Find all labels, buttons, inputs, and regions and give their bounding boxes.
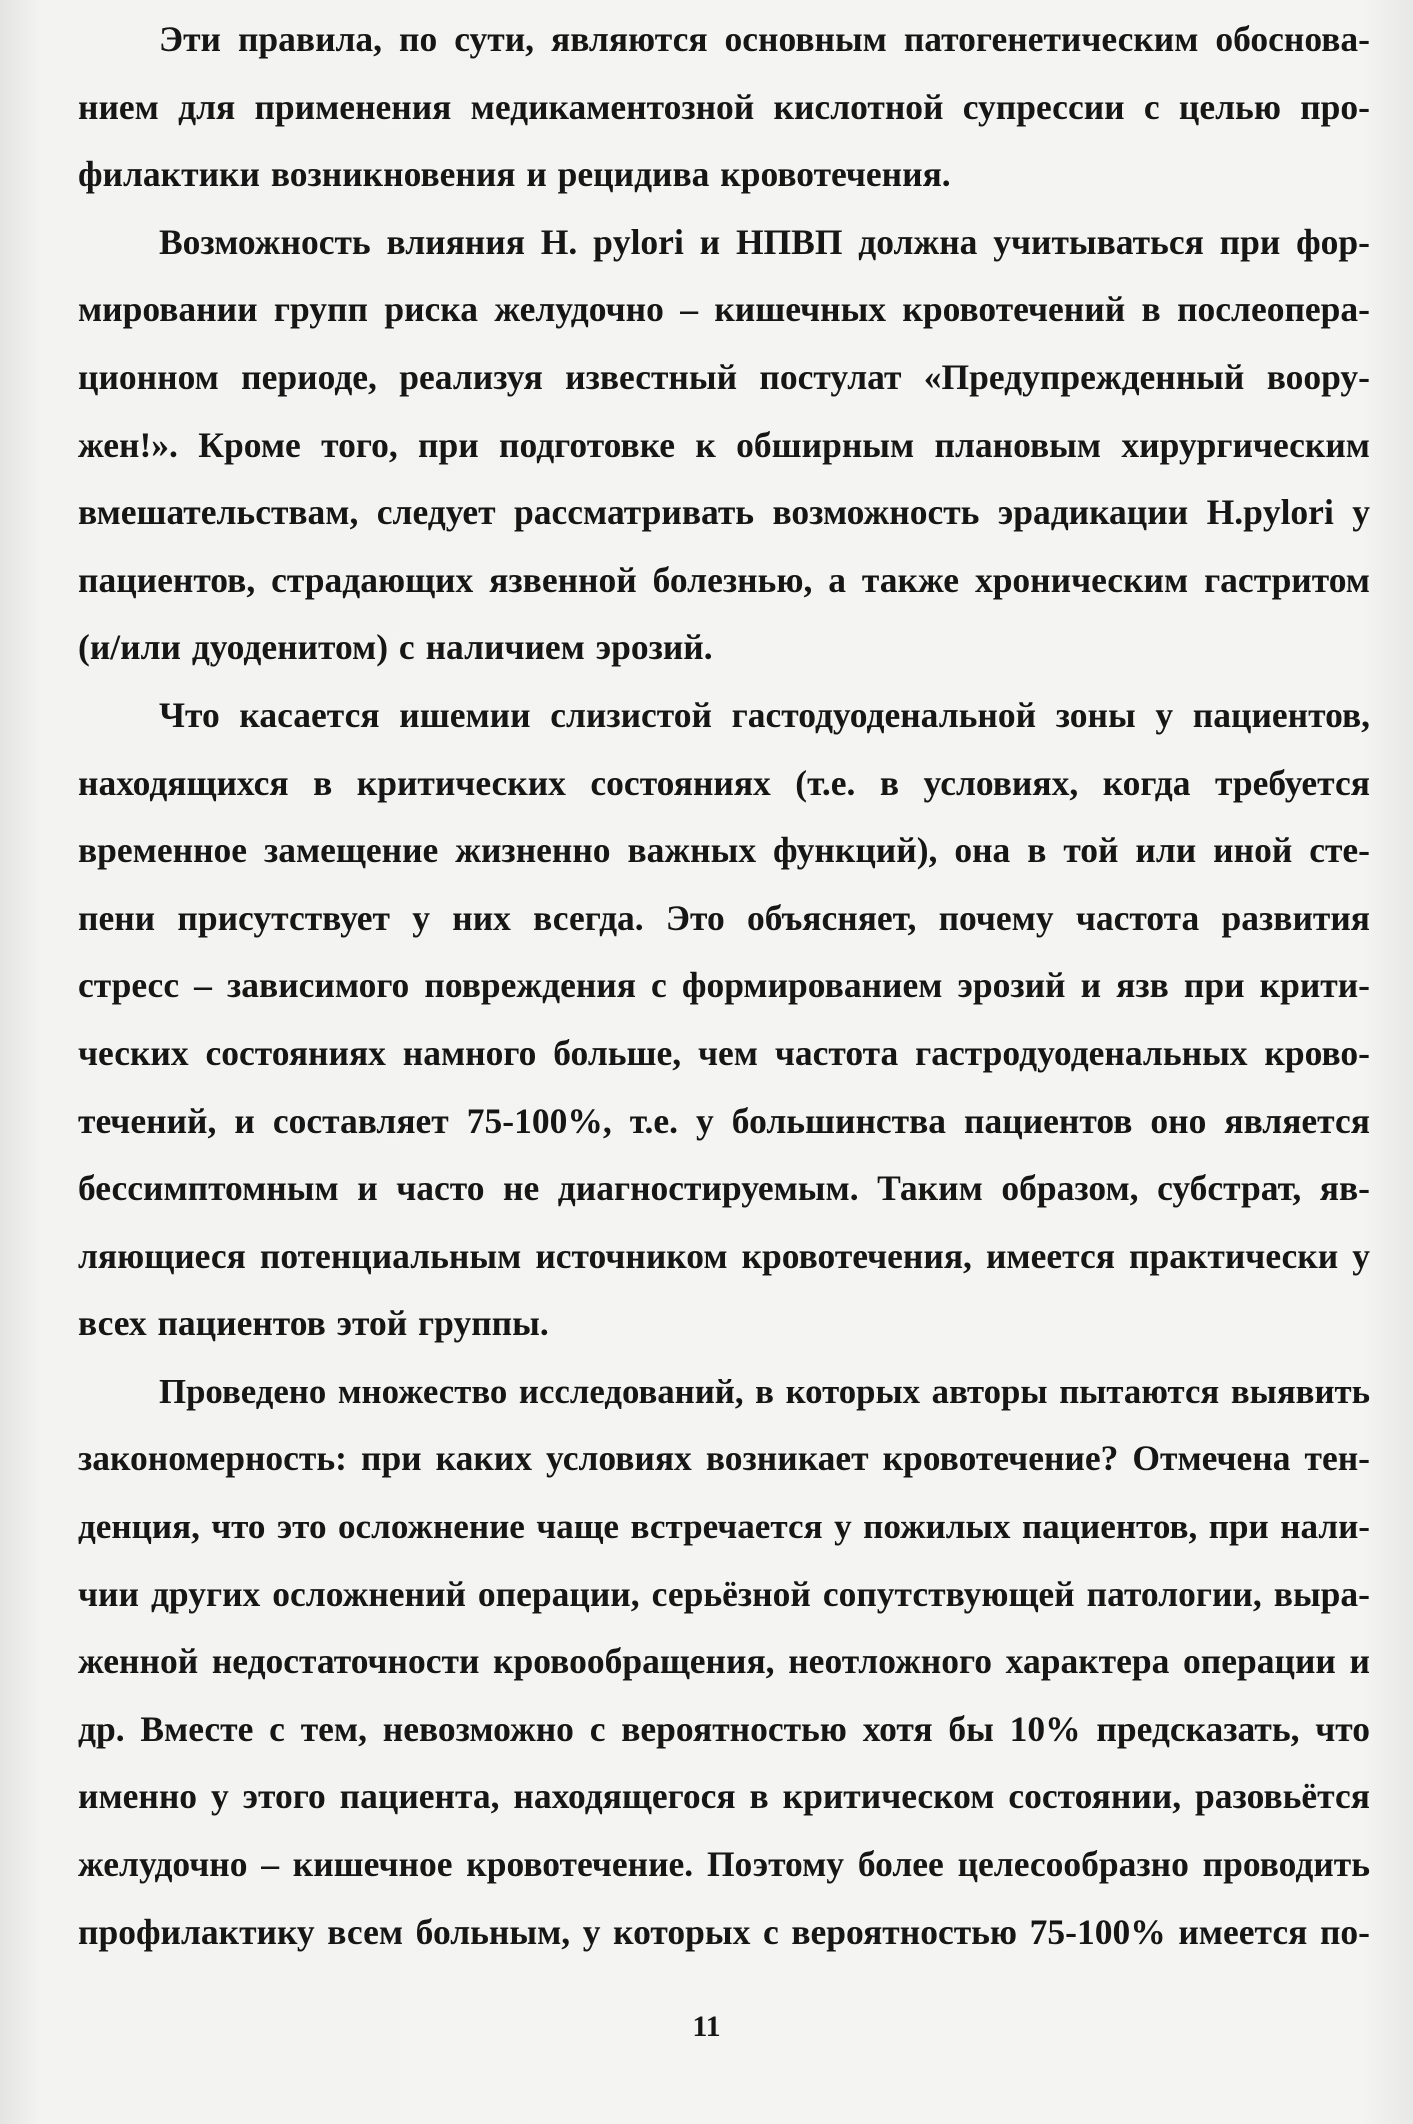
text-line: профилактику всем больным, у которых с вероятностью 75-100% имеется по- <box>78 1911 1370 1952</box>
paragraph-2 <box>78 209 1370 682</box>
page-number: 11 <box>692 2010 721 2043</box>
text-line: ляющиеся потенциальным источником кровотечения, имеется практически у <box>78 1235 1370 1276</box>
text-line: денция, что это осложнение чаще встречается у пожилых пациентов, при нали- <box>78 1507 1370 1547</box>
paragraph-1 <box>78 6 1370 209</box>
text-line: именно у этого пациента, находящегося в критическом состоянии, разовьётся <box>78 1776 1370 1817</box>
text-line: закономерность: при каких условиях возникает кровотечение? Отмечена тен- <box>78 1438 1370 1479</box>
text-line: ционном периоде, реализуя известный постулат «Предупрежденный воору- <box>78 356 1370 397</box>
text-line: течений, и составляет 75-100%, т.е. у большинства пациентов оно является <box>78 1100 1370 1141</box>
text-line: Возможность влияния H. pylori и НПВП должна учитываться при фор- <box>159 221 1370 262</box>
paragraph-3 <box>78 682 1370 1358</box>
text-line: нием для применения медикаментозной кислотной супрессии с целью про- <box>78 86 1370 127</box>
text-line: вмешательствам, следует рассматривать возможность эрадикации H.pylori у <box>78 492 1370 533</box>
text-line: пациентов, страдающих язвенной болезнью, а также хроническим гастритом <box>78 559 1370 600</box>
text-line: Проведено множество исследований, в которых авторы пытаются выявить <box>159 1371 1370 1411</box>
text-line: пени присутствует у них всегда. Это объясняет, почему частота развития <box>78 897 1370 938</box>
text-line: Эти правила, по сути, являются основным патогенетическим обоснова- <box>159 19 1370 59</box>
text-line: бессимптомным и часто не диагностируемым. Таким образом, субстрат, яв- <box>78 1168 1370 1209</box>
text-line: всех пациентов этой группы. <box>78 1303 549 1344</box>
text-line: находящихся в критических состояниях (т.е. в условиях, когда требуется <box>78 762 1370 803</box>
body-text <box>78 6 1370 1966</box>
text-line: (и/или дуоденитом) с наличием эрозий. <box>78 627 713 668</box>
text-line: др. Вместе с тем, невозможно с вероятностью хотя бы 10% предсказать, что <box>78 1708 1370 1749</box>
text-line: временное замещение жизненно важных функций), она в той или иной сте- <box>78 830 1370 871</box>
text-line: стресс – зависимого повреждения с формированием эрозий и язв при крити- <box>78 965 1370 1006</box>
text-line: ческих состояниях намного больше, чем частота гастродуоденальных крово- <box>78 1032 1370 1073</box>
text-line: чии других осложнений операции, серьёзной сопутствующей патологии, выра- <box>78 1573 1370 1614</box>
text-line: желудочно – кишечное кровотечение. Поэтому более целесообразно проводить <box>78 1844 1370 1885</box>
paragraph-4 <box>78 1358 1370 1966</box>
text-line: филактики возникновения и рецидива кровотечения. <box>78 154 951 195</box>
text-line: Что касается ишемии слизистой гастодуоденальной зоны у пациентов, <box>159 694 1370 735</box>
text-line: жен!». Кроме того, при подготовке к обширным плановым хирургическим <box>78 424 1370 465</box>
text-line: женной недостаточности кровообращения, неотложного характера операции и <box>78 1641 1370 1682</box>
text-line: мировании групп риска желудочно – кишечных кровотечений в послеопера- <box>78 289 1370 330</box>
